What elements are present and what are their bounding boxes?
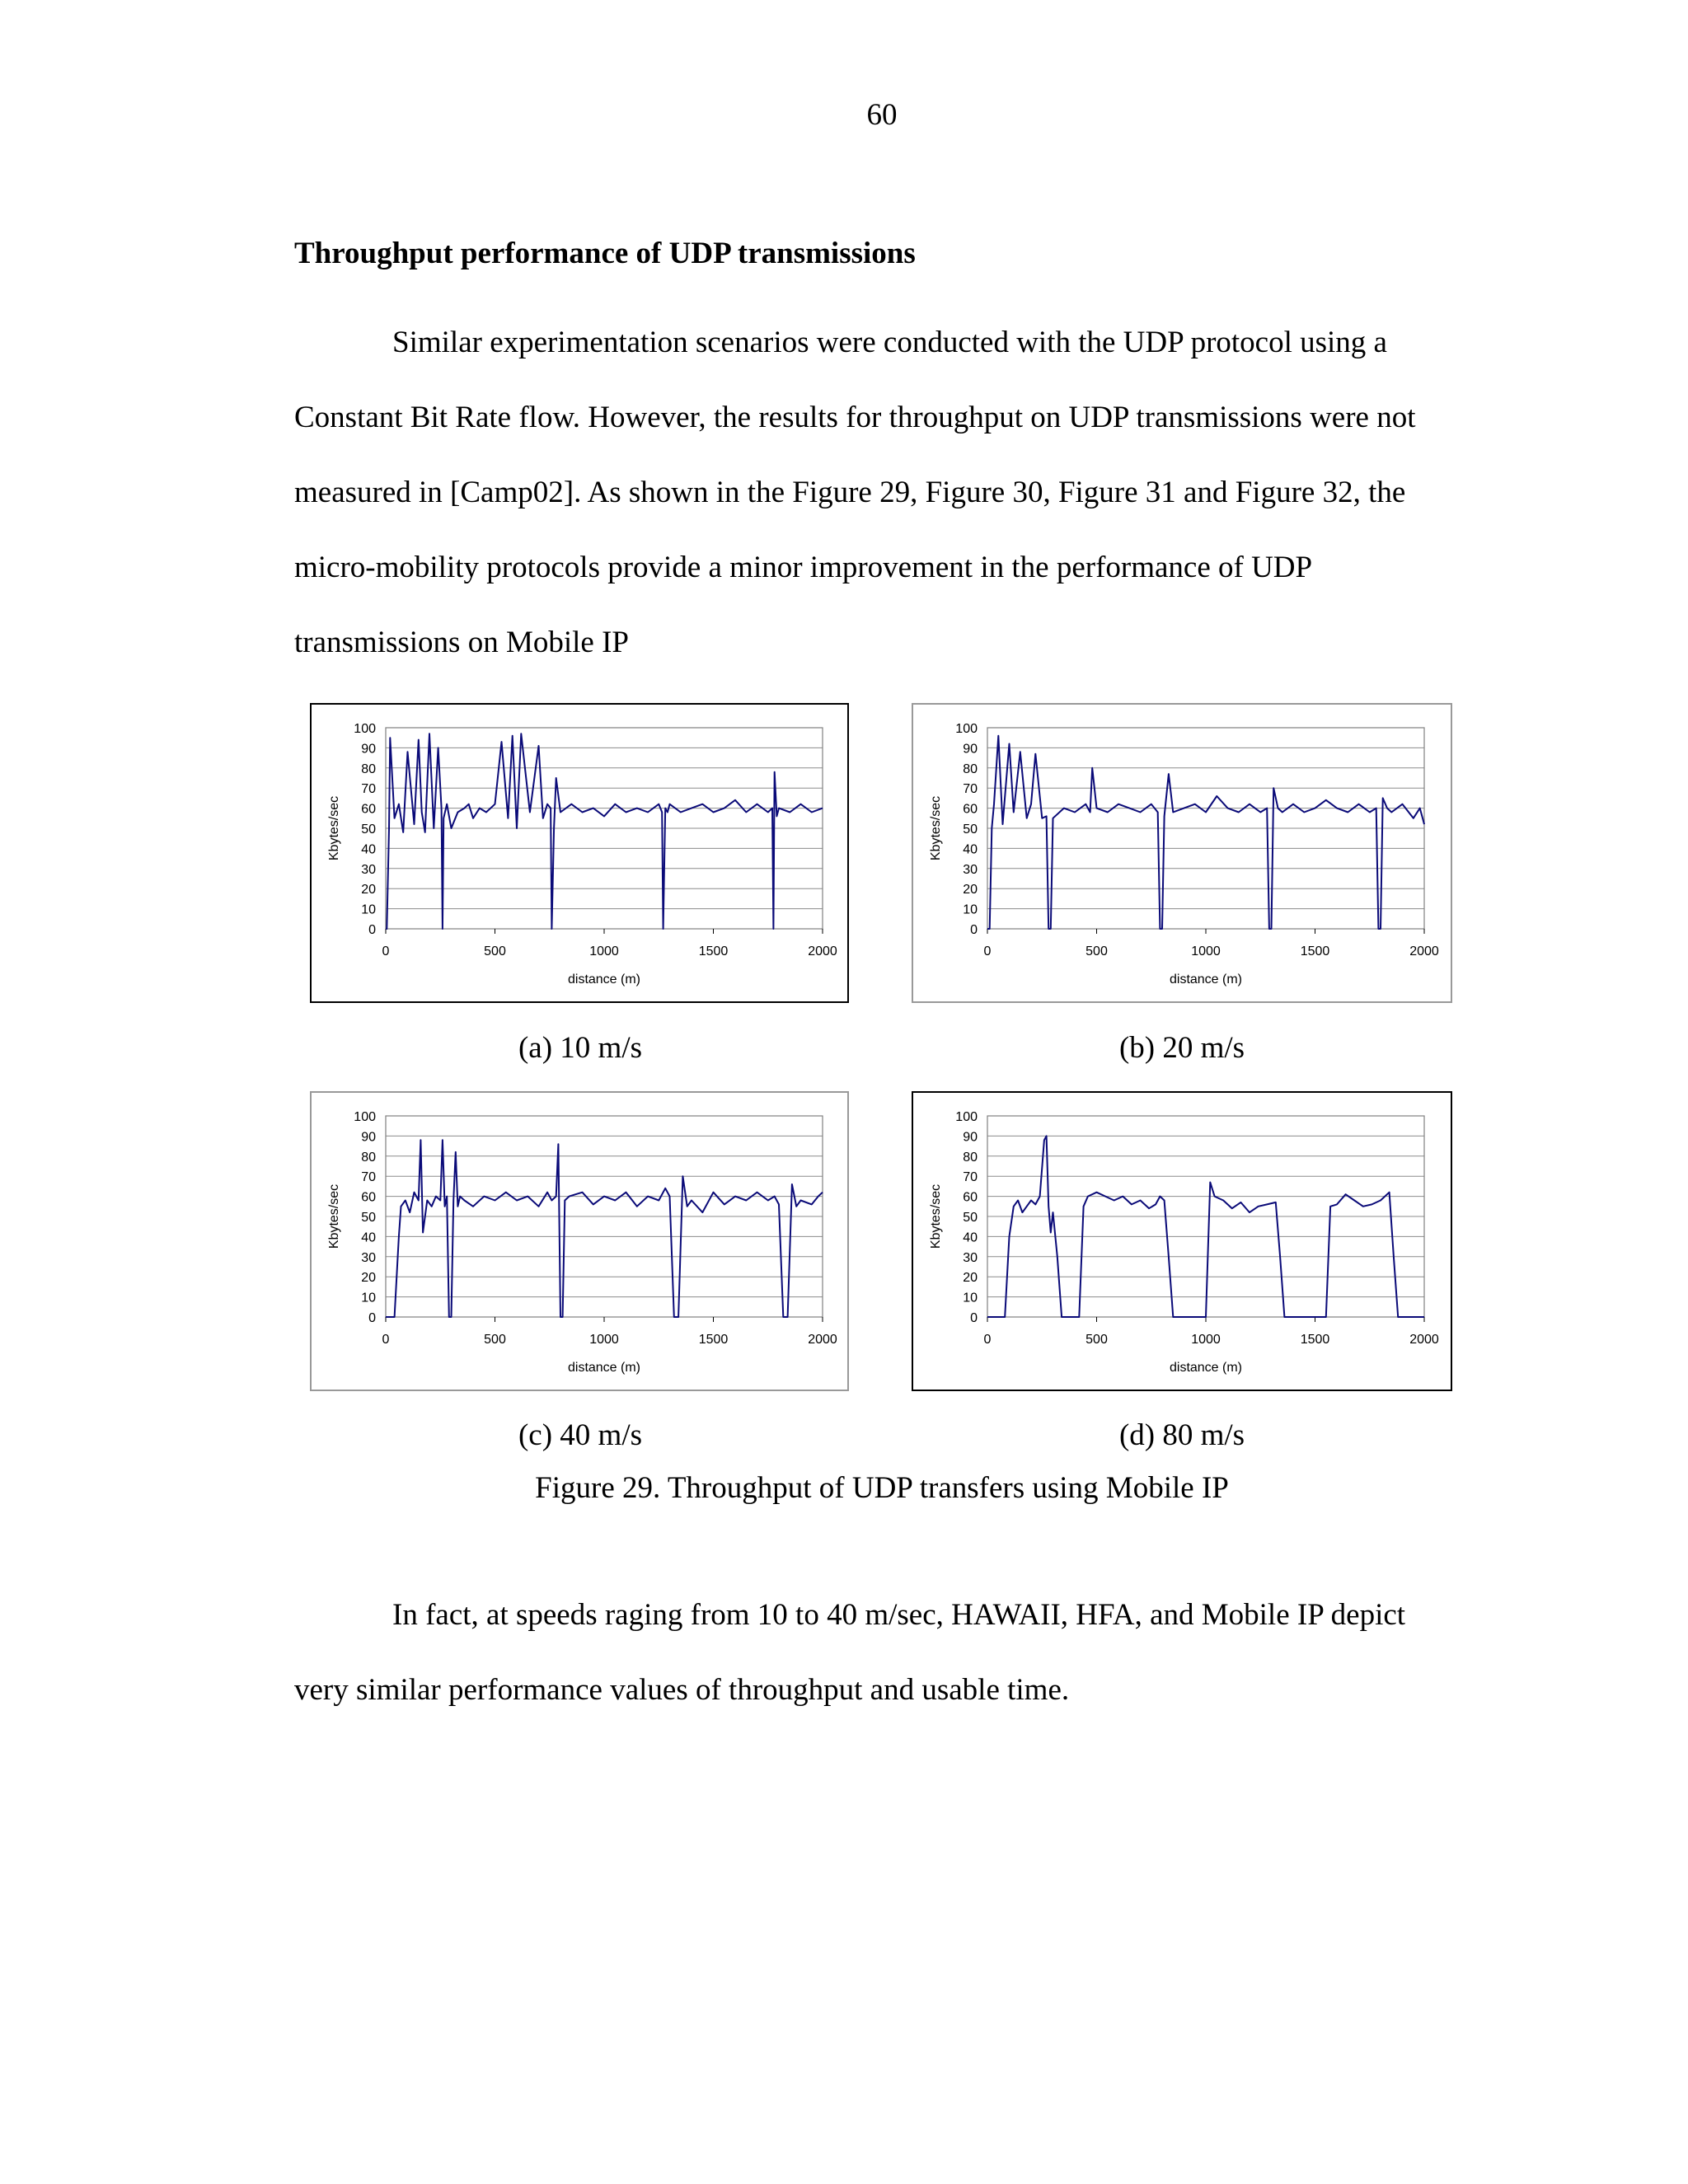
y-tick-label: 70: [361, 1170, 376, 1185]
y-tick-label: 20: [963, 1271, 978, 1286]
figure-caption: Figure 29. Throughput of UDP transfers using Mobile IP: [535, 1471, 1229, 1505]
y-axis-label: Kbytes/sec: [929, 1183, 943, 1249]
y-tick-label: 50: [361, 1211, 376, 1225]
y-tick-label: 10: [963, 902, 978, 917]
y-tick-label: 30: [361, 862, 376, 877]
y-tick-label: 100: [354, 722, 376, 736]
x-tick-label: 2000: [1409, 1333, 1439, 1347]
y-tick-label: 50: [963, 1211, 978, 1225]
y-tick-label: 70: [963, 782, 978, 797]
y-tick-label: 0: [970, 923, 978, 937]
y-tick-label: 20: [963, 883, 978, 898]
y-tick-label: 20: [361, 1271, 376, 1286]
y-tick-label: 70: [361, 782, 376, 797]
chart-a: [312, 705, 847, 1001]
y-tick-label: 0: [970, 1311, 978, 1325]
x-tick-label: 1500: [698, 1333, 729, 1347]
y-axis-label: Kbytes/sec: [929, 795, 943, 861]
y-tick-label: 40: [361, 1230, 376, 1245]
subcaption-b: (b) 20 m/s: [1118, 1031, 1245, 1065]
y-axis-label: Kbytes/sec: [327, 1183, 341, 1249]
subcaption-a: (a) 10 m/s: [518, 1031, 643, 1065]
y-tick-label: 60: [361, 1190, 376, 1205]
chart-panel-a: [310, 703, 849, 1003]
paragraph-conclusion-text: In fact, at speeds raging from 10 to 40 m/sec, HAWAII, HFA, and Mobile IP depict very similar performance values of throughput and usable time.: [294, 1598, 1406, 1707]
y-tick-label: 60: [361, 802, 376, 817]
section-heading: Throughput performance of UDP transmissions: [294, 237, 916, 270]
x-tick-label: 500: [1085, 944, 1108, 958]
chart-d: [913, 1093, 1451, 1390]
x-tick-label: 1500: [1300, 1333, 1330, 1347]
x-tick-label: 0: [983, 1333, 992, 1347]
y-tick-label: 80: [361, 762, 376, 776]
x-tick-label: 500: [484, 944, 506, 958]
paragraph-intro: [294, 305, 1456, 680]
paragraph-intro-text: Similar experimentation scenarios were conducted with the UDP protocol using a Constant Bit Rate flow. However, the results for throughput on UDP transmissions were not measured in [Camp02]. As shown in the Figure 29, Figure 30, Figure 31 and Figure 32, the micro-mobility protocols provide a minor improvement in the performance of UDP transmissions on Mobile IP: [294, 326, 1416, 659]
series-line: [386, 733, 823, 929]
y-tick-label: 80: [963, 1150, 978, 1165]
y-tick-label: 50: [361, 823, 376, 837]
chart-c: [312, 1093, 847, 1390]
y-tick-label: 40: [963, 842, 978, 857]
subcaption-d: (d) 80 m/s: [1118, 1418, 1245, 1452]
x-axis-label: distance (m): [1169, 972, 1243, 987]
y-tick-label: 0: [368, 923, 376, 937]
y-tick-label: 50: [963, 823, 978, 837]
x-tick-label: 2000: [808, 1333, 837, 1347]
x-tick-label: 0: [382, 944, 390, 958]
y-tick-label: 90: [963, 742, 978, 757]
y-tick-label: 60: [963, 1190, 978, 1205]
x-axis-label: distance (m): [567, 1361, 641, 1375]
y-tick-label: 10: [963, 1291, 978, 1305]
paragraph-conclusion: [294, 1577, 1456, 1727]
y-tick-label: 90: [963, 1130, 978, 1145]
x-tick-label: 1500: [698, 944, 729, 958]
x-tick-label: 0: [382, 1333, 390, 1347]
x-tick-label: 2000: [808, 944, 837, 958]
y-tick-label: 100: [354, 1110, 376, 1124]
x-axis-label: distance (m): [1169, 1361, 1243, 1375]
subcaption-c: (c) 40 m/s: [518, 1418, 643, 1452]
y-tick-label: 30: [963, 862, 978, 877]
x-tick-label: 1000: [589, 1333, 619, 1347]
y-tick-label: 80: [361, 1150, 376, 1165]
y-tick-label: 30: [963, 1250, 978, 1265]
chart-b: [913, 705, 1451, 1001]
y-tick-label: 10: [361, 902, 376, 917]
series-line: [987, 1136, 1424, 1317]
y-tick-label: 40: [963, 1230, 978, 1245]
y-tick-label: 10: [361, 1291, 376, 1305]
y-tick-label: 90: [361, 1130, 376, 1145]
x-tick-label: 0: [983, 944, 992, 958]
x-tick-label: 1000: [589, 944, 619, 958]
x-tick-label: 500: [484, 1333, 506, 1347]
y-tick-label: 60: [963, 802, 978, 817]
x-tick-label: 1000: [1191, 1333, 1221, 1347]
chart-panel-c: [310, 1091, 849, 1391]
y-axis-label: Kbytes/sec: [327, 795, 341, 861]
y-tick-label: 0: [368, 1311, 376, 1325]
y-tick-label: 40: [361, 842, 376, 857]
y-tick-label: 100: [955, 722, 978, 736]
page-number: 60: [866, 98, 898, 132]
x-tick-label: 1500: [1300, 944, 1330, 958]
x-axis-label: distance (m): [567, 972, 641, 987]
y-tick-label: 100: [955, 1110, 978, 1124]
x-tick-label: 2000: [1409, 944, 1439, 958]
series-line: [987, 736, 1424, 929]
y-tick-label: 20: [361, 883, 376, 898]
chart-panel-b: [912, 703, 1452, 1003]
y-tick-label: 90: [361, 742, 376, 757]
y-tick-label: 80: [963, 762, 978, 776]
x-tick-label: 500: [1085, 1333, 1108, 1347]
series-line: [386, 1140, 823, 1317]
chart-panel-d: [912, 1091, 1452, 1391]
y-tick-label: 70: [963, 1170, 978, 1185]
x-tick-label: 1000: [1191, 944, 1221, 958]
y-tick-label: 30: [361, 1250, 376, 1265]
